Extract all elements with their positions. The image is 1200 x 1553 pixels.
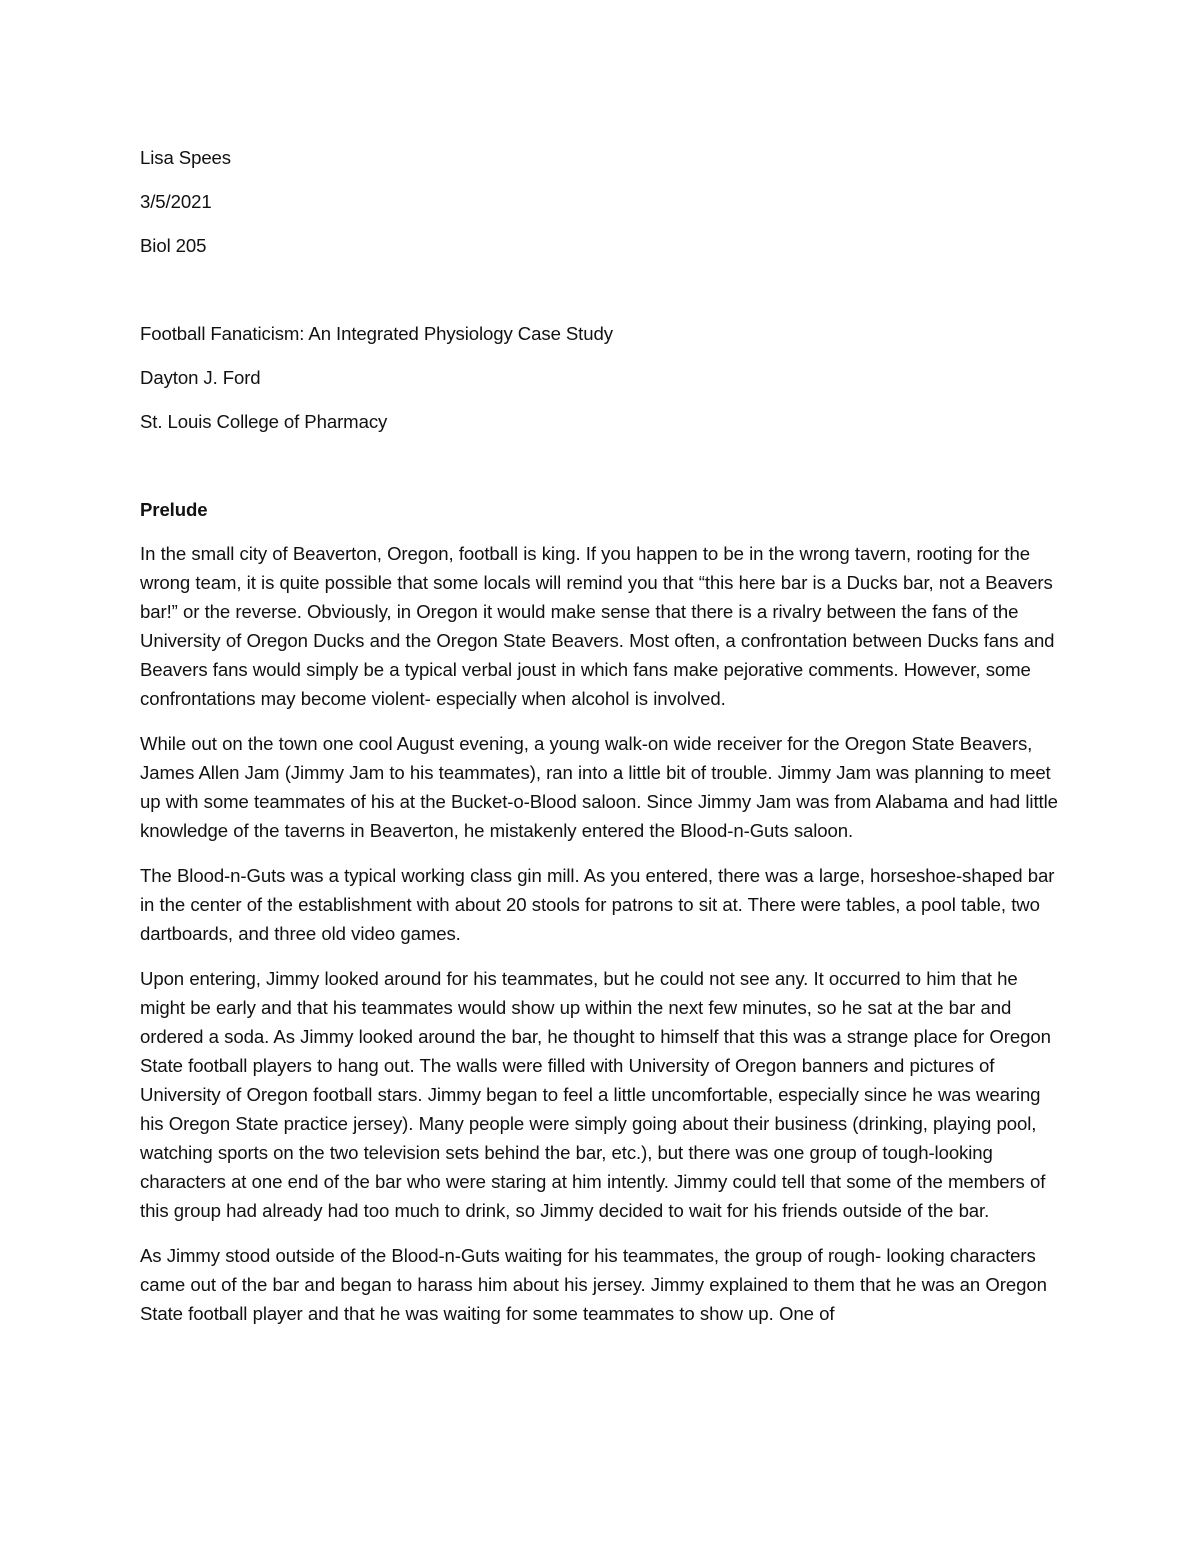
source-institution: St. Louis College of Pharmacy bbox=[140, 411, 388, 432]
paragraph: As Jimmy stood outside of the Blood-n-Guts waiting for his teammates, the group of rough- looking characters came out of the bar and began to harass him about his jersey. Jimmy explained to them that he was an Oregon State football player and that he was waiting for some teammates to show up. One of bbox=[140, 1245, 1047, 1324]
section-heading: Prelude bbox=[140, 499, 208, 520]
paragraph: In the small city of Beaverton, Oregon, football is king. If you happen to be in the wrong tavern, rooting for the wrong team, it is quite possible that some locals will remind you that “this here bar is a Ducks bar, not a Beavers bar!” or the reverse. Obviously, in Oregon it would make sense that there is a rivalry between the fans of the University of Oregon Ducks and the Oregon State Beavers. Most often, a confrontation between Ducks fans and Beavers fans would simply be a typical verbal joust in which fans make pejorative comments. However, some confrontations may become violent- especially when alcohol is involved. bbox=[140, 543, 1055, 709]
paragraph: The Blood-n-Guts was a typical working class gin mill. As you entered, there was a large, horseshoe-shaped bar in the center of the establishment with about 20 stools for patrons to sit at. There were tables, a pool table, two dartboards, and three old video games. bbox=[140, 865, 1055, 944]
paragraph: While out on the town one cool August evening, a young walk-on wide receiver for the Oregon State Beavers, James Allen Jam (Jimmy Jam to his teammates), ran into a little bit of trouble. Jimmy Jam was planning to meet up with some teammates of his at the Bucket-o-Blood saloon. Since Jimmy Jam was from Alabama and had little knowledge of the taverns in Beaverton, he mistakenly entered the Blood-n-Guts saloon. bbox=[140, 733, 1058, 841]
source-title: Football Fanaticism: An Integrated Physiology Case Study bbox=[140, 323, 613, 344]
document-body bbox=[140, 143, 1065, 1344]
paragraph: Upon entering, Jimmy looked around for his teammates, but he could not see any. It occurred to him that he might be early and that his teammates would show up within the next few minutes, so he sat at the bar and ordered a soda. As Jimmy looked around the bar, he thought to himself that this was a strange place for Oregon State football players to hang out. The walls were filled with University of Oregon banners and pictures of University of Oregon football stars. Jimmy began to feel a little uncomfortable, especially since he was wearing his Oregon State practice jersey). Many people were simply going about their business (drinking, playing pool, watching sports on the two television sets behind the bar, etc.), but there was one group of tough-looking characters at one end of the bar who were staring at him intently. Jimmy could tell that some of the members of this group had already had too much to drink, so Jimmy decided to wait for his friends outside of the bar. bbox=[140, 968, 1051, 1221]
course-code: Biol 205 bbox=[140, 235, 207, 256]
author-name: Lisa Spees bbox=[140, 147, 231, 168]
date: 3/5/2021 bbox=[140, 191, 212, 212]
source-author: Dayton J. Ford bbox=[140, 367, 261, 388]
